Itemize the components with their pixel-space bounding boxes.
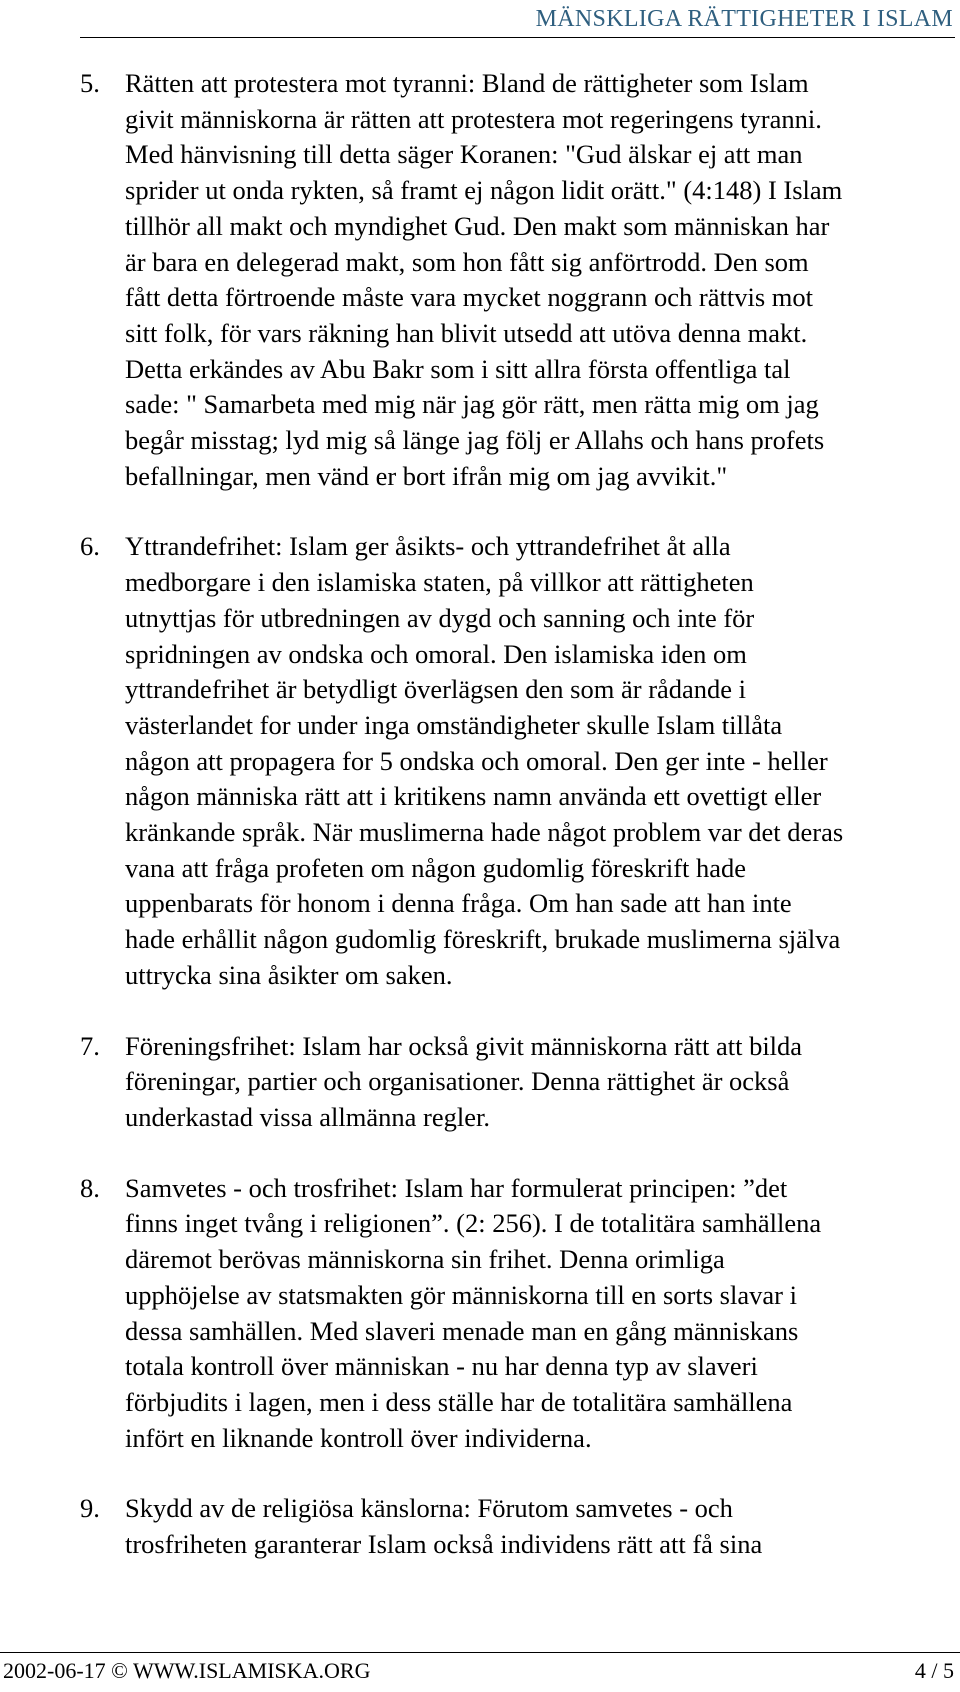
text-line: dessa samhällen. Med slaveri menade man en gång människans bbox=[125, 1315, 799, 1346]
item-text bbox=[125, 1171, 960, 1457]
text-line: någon människa rätt att i kritikens namn använda ett ovettigt eller bbox=[125, 781, 822, 812]
text-line: givit människorna är rätten att protestera mot regeringens tyranni. bbox=[125, 103, 822, 134]
text-line: däremot berövas människorna sin frihet. Denna orimliga bbox=[125, 1244, 725, 1275]
rights-list bbox=[80, 66, 960, 1563]
text-line: sprider ut onda rykten, så framt ej någon lidit orätt." (4:148) I Islam bbox=[125, 175, 843, 206]
text-line: vana att fråga profeten om någon gudomlig föreskrift hade bbox=[125, 852, 747, 883]
text-line: är bara en delegerad makt, som hon fått sig anförtrodd. Den som bbox=[125, 246, 809, 277]
page-number: 4 / 5 bbox=[914, 1658, 954, 1683]
header-divider bbox=[80, 37, 955, 38]
text-line: uppenbarats för honom i denna fråga. Om han sade att han inte bbox=[125, 888, 792, 919]
text-line: uttrycka sina åsikter om saken. bbox=[125, 959, 453, 990]
text-line: fått detta förtroende måste vara mycket noggrann och rättvis mot bbox=[125, 282, 814, 313]
text-line: upphöjelse av statsmakten gör människorna till en sorts slavar i bbox=[125, 1279, 797, 1310]
text-line: Föreningsfrihet: Islam har också givit människorna rätt att bilda bbox=[125, 1030, 803, 1061]
text-line: Med hänvisning till detta säger Koranen: "Gud älskar ej att man bbox=[125, 139, 803, 170]
text-line: västerlandet for under inga omständigheter skulle Islam tillåta bbox=[125, 709, 783, 740]
text-line: tillhör all makt och myndighet Gud. Den makt som människan har bbox=[125, 210, 830, 241]
text-line: förbjudits i lagen, men i dess ställe har de totalitära samhällena bbox=[125, 1386, 793, 1417]
text-line: kränkande språk. När muslimerna hade något problem var det deras bbox=[125, 817, 844, 848]
text-line: infört en liknande kontroll över individerna. bbox=[125, 1422, 592, 1453]
text-line: Yttrandefrihet: Islam ger åsikts- och yttrandefrihet åt alla bbox=[125, 531, 731, 562]
item-number: 9. bbox=[80, 1493, 100, 1524]
list-item-6 bbox=[80, 529, 960, 993]
item-number: 5. bbox=[80, 68, 100, 98]
text-line: trosfriheten garanterar Islam också individens rätt att få sina bbox=[125, 1529, 763, 1560]
text-line: hade erhållit någon gudomlig föreskrift, brukade muslimerna själva bbox=[125, 924, 841, 955]
text-line: befallningar, men vänd er bort ifrån mig om jag avvikit." bbox=[125, 460, 728, 491]
footer-divider bbox=[0, 1652, 960, 1653]
text-line: sitt folk, för vars räkning han blivit utsedd att utöva denna makt. bbox=[125, 317, 808, 348]
text-line: underkastad vissa allmänna regler. bbox=[125, 1101, 490, 1132]
text-line: föreningar, partier och organisationer. Denna rättighet är också bbox=[125, 1066, 790, 1097]
item-number: 6. bbox=[80, 531, 100, 562]
list-item-9 bbox=[80, 1491, 960, 1562]
text-line: Skydd av de religiösa känslorna: Förutom samvetes - och bbox=[125, 1493, 733, 1524]
list-item-8 bbox=[80, 1171, 960, 1457]
text-line: utnyttjas för utbredningen av dygd och sanning och inte för bbox=[125, 602, 755, 633]
item-number: 7. bbox=[80, 1030, 100, 1061]
text-line: Rätten att protestera mot tyranni: Bland de rättigheter som Islam bbox=[125, 68, 809, 98]
item-text bbox=[125, 1029, 960, 1136]
text-line: spridningen av ondska och omoral. Den islamiska iden om bbox=[125, 638, 747, 669]
text-line: någon att propagera for 5 ondska och omoral. Den ger inte - heller bbox=[125, 745, 828, 776]
text-line: yttrandefrihet är betydligt överlägsen den som är rådande i bbox=[125, 674, 747, 705]
item-text bbox=[125, 529, 960, 993]
text-line: medborgare i den islamiska staten, på villkor att rättigheten bbox=[125, 567, 754, 598]
text-line: Detta erkändes av Abu Bakr som i sitt allra första offentliga tal bbox=[125, 353, 791, 384]
item-number: 8. bbox=[80, 1172, 100, 1203]
list-item-5 bbox=[80, 66, 960, 494]
text-line: finns inget tvång i religionen”. (2: 256). I de totalitära samhällena bbox=[125, 1208, 822, 1239]
footer-date-copyright: 2002-06-17 © WWW.ISLAMISKA.ORG bbox=[3, 1658, 371, 1683]
item-text bbox=[125, 1491, 960, 1562]
text-line: Samvetes - och trosfrihet: Islam har formulerat principen: ”det bbox=[125, 1172, 788, 1203]
text-line: totala kontroll över människan - nu har denna typ av slaveri bbox=[125, 1351, 758, 1382]
item-text bbox=[125, 66, 960, 494]
list-item-7 bbox=[80, 1029, 960, 1136]
text-line: begår misstag; lyd mig så länge jag följ er Allahs och hans profets bbox=[125, 425, 825, 456]
running-header: MÄNSKLIGA RÄTTIGHETER I ISLAM bbox=[535, 6, 953, 32]
text-line: sade: " Samarbeta med mig när jag gör rätt, men rätta mig om jag bbox=[125, 389, 819, 420]
